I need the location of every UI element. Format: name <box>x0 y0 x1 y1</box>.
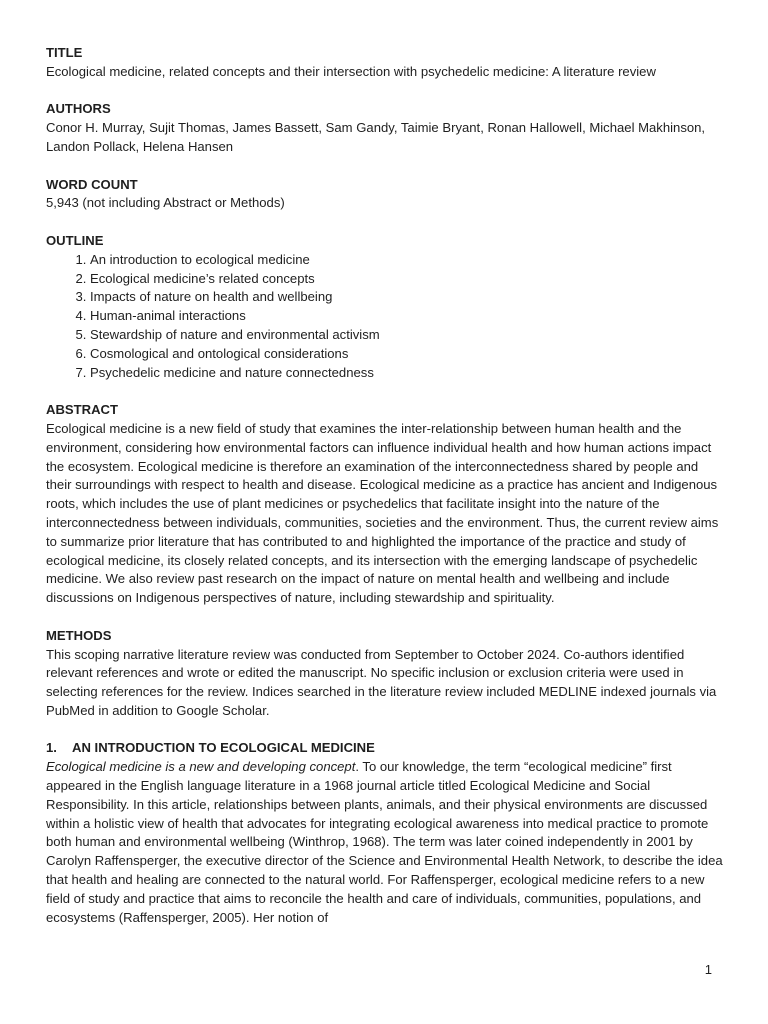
title-section <box>46 44 726 82</box>
methods-section <box>46 627 726 721</box>
outline-item: 1. An introduction to ecological medicine <box>90 251 726 270</box>
section-1-title: AN INTRODUCTION TO ECOLOGICAL MEDICINE <box>72 740 375 756</box>
document-page <box>46 44 726 927</box>
word-count-text: 5,943 (not including Abstract or Methods) <box>46 195 285 211</box>
authors-section <box>46 100 726 156</box>
methods-text: This scoping narrative literature review was conducted from September to October 2024. Co-authors identified relevant references and wrote or edited the manuscript. No specific inclusion or exclusion criteria were used in selecting references for the review. Indices searched in the literature review included MEDLINE indexed journals via PubMed in addition to Google Scholar. <box>46 646 717 718</box>
outline-item: 5. Stewardship of nature and environmental activism <box>90 326 726 345</box>
page-number: 1 <box>704 962 712 977</box>
abstract-section <box>46 401 726 608</box>
outline-heading: OUTLINE <box>46 232 104 248</box>
abstract-text: Ecological medicine is a new field of study that examines the inter-relationship between human health and the environment, considering how environmental factors can influence individual health and how human actions impact the ecosystem. Ecological medicine is therefore an examination of the interconnectedness shared by people and their surroundings with respect to health and disease. Ecological medicine as a practice has ancient and Indigenous roots, which includes the use of plant medicines or psychedelics that facilitate insight into the nature of the interconnectedness between individuals, communities, societies and the environment. Thus, the current review aims to summarize prior literature that has contributed to and highlighted the importance of the practice and study of ecological medicine, its closely related concepts, and its intersection with the emerging landscape of psychedelic medicine. We also review past research on the impact of nature on mental health and wellbeing and include discussions on Indigenous perspectives of nature, including stewardship and spirituality. <box>46 420 719 606</box>
section-1-text: . To our knowledge, the term “ecological medicine” first appeared in the English language literature in a 1968 journal article titled Ecological Medicine and Social Responsibility. In this article, relationships between plants, animals, and their physical environments are discussed within a holistic view of health that advocates for integrating ecological awareness into medical practice to promote both human and environmental wellbeing (Winthrop, 1968). The term was later coined independently in 2001 by Carolyn Raffensperger, the executive director of the Science and Environmental Health Network, to describe the idea that health and healing are connected to the natural world. For Raffensperger, ecological medicine refers to a new field of study and practice that aims to reconcile the health and care of individuals, communities, populations, and ecosystems (Raffensperger, 2005). Her notion of <box>46 759 723 925</box>
outline-item: 4. Human-animal interactions <box>90 307 726 326</box>
abstract-heading: ABSTRACT <box>46 402 119 418</box>
word-count-heading: WORD COUNT <box>46 176 138 192</box>
word-count-section <box>46 176 726 214</box>
outline-section <box>46 232 726 382</box>
outline-item: 2. Ecological medicine’s related concepts <box>90 270 726 289</box>
section-1-lead: Ecological medicine is a new and developing concept <box>46 759 356 775</box>
authors-heading: AUTHORS <box>46 101 111 117</box>
section-1 <box>46 739 726 927</box>
methods-heading: METHODS <box>46 627 112 643</box>
title-heading: TITLE <box>46 45 83 60</box>
outline-item: 3. Impacts of nature on health and wellbeing <box>90 288 726 307</box>
authors-text: Conor H. Murray, Sujit Thomas, James Bassett, Sam Gandy, Taimie Bryant, Ronan Hallowell, Michael Makhinson, Landon Pollack, Helena Hansen <box>46 120 706 154</box>
outline-item: 7. Psychedelic medicine and nature connectedness <box>90 364 726 383</box>
outline-item: 6. Cosmological and ontological considerations <box>90 345 726 364</box>
outline-list <box>46 251 726 383</box>
section-1-body <box>46 758 726 927</box>
section-1-heading <box>46 739 726 758</box>
section-1-number: 1. <box>46 740 57 756</box>
title-text: Ecological medicine, related concepts and their intersection with psychedelic medicine: A literature review <box>46 63 656 79</box>
